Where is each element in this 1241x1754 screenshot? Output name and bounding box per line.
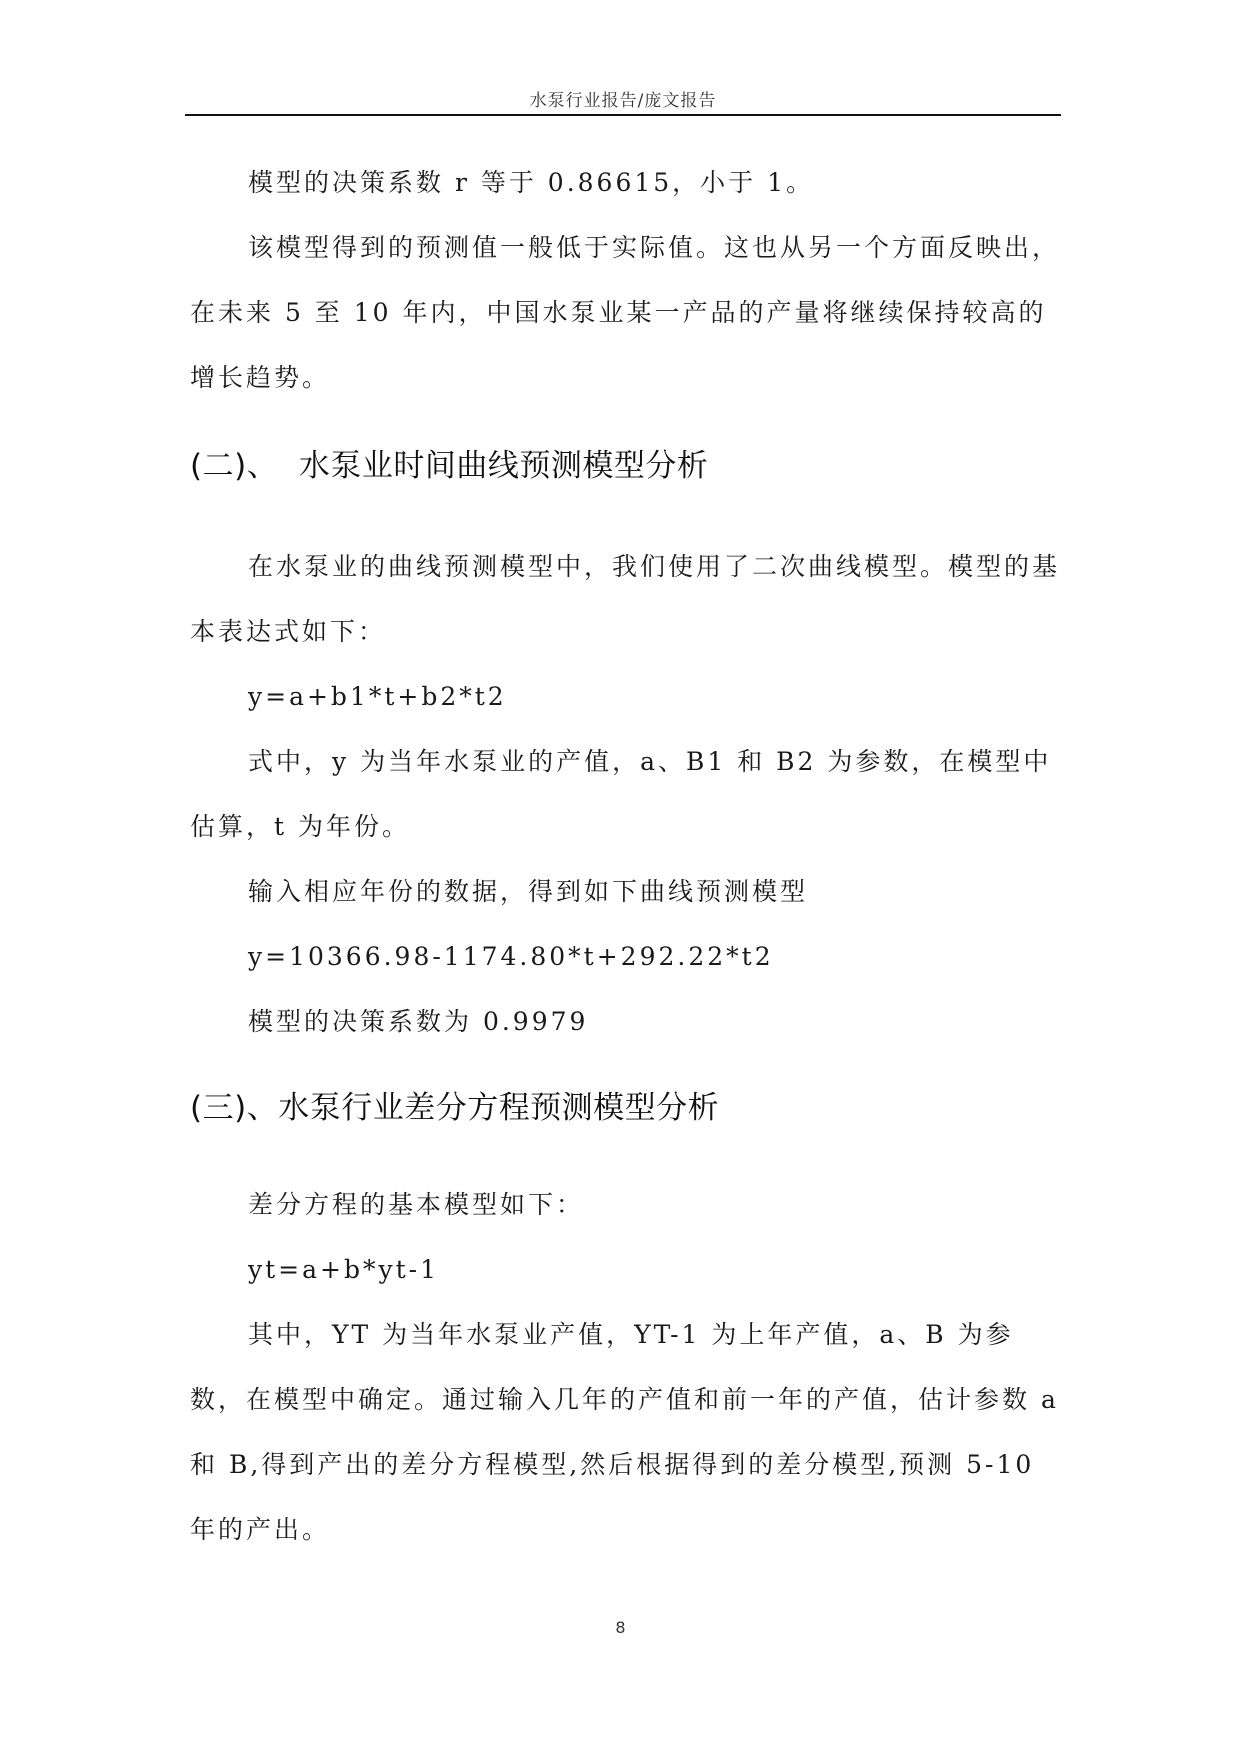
running-header: 水泵行业报告/庞文报告 xyxy=(529,91,717,111)
page-body xyxy=(190,150,1070,1562)
paragraph-prediction-trend: 该模型得到的预测值一般低于实际值。这也从另一个方面反映出，在未来 5 至 10 年内，中国水泵业某一产品的产量将继续保持较高的增长趋势。 xyxy=(190,233,1061,392)
header-rule xyxy=(185,114,1061,116)
paragraph-curve-coefficient: 模型的决策系数为 0.9979 xyxy=(248,1007,589,1036)
section-heading-difference-model: (三)、水泵行业差分方程预测模型分析 xyxy=(190,1090,720,1126)
paragraph-difference-explanation: 其中，YT 为当年水泵业产值，YT-1 为上年产值，a、B 为参数，在模型中确定。通过输入几年的产值和前一年的产值，估计参数 a 和 B,得到产出的差分方程模型,然后根据得到的差分模型,预测 5-10 年的产出。 xyxy=(190,1320,1070,1544)
paragraph-parameter-definition: 式中，y 为当年水泵业的产值，a、B1 和 B2 为参数，在模型中估算，t 为年份。 xyxy=(190,747,1052,841)
paragraph-difference-intro: 差分方程的基本模型如下： xyxy=(248,1190,585,1219)
formula-quadratic-fitted: y=10366.98-1174.80*t+292.22*t2 xyxy=(248,942,774,971)
paragraph-decision-coefficient: 模型的决策系数 r 等于 0.86615，小于 1。 xyxy=(248,168,815,197)
paragraph-quadratic-intro: 在水泵业的曲线预测模型中，我们使用了二次曲线模型。模型的基本表达式如下： xyxy=(190,552,1061,646)
paragraph-input-data: 输入相应年份的数据，得到如下曲线预测模型 xyxy=(248,877,809,906)
formula-quadratic-general: y=a+b1*t+b2*t2 xyxy=(248,682,507,711)
section-heading-curve-model: (二)、 水泵业时间曲线预测模型分析 xyxy=(190,448,709,484)
page-number: 8 xyxy=(615,1618,626,1637)
formula-difference-equation: yt=a+b*yt-1 xyxy=(248,1255,439,1284)
